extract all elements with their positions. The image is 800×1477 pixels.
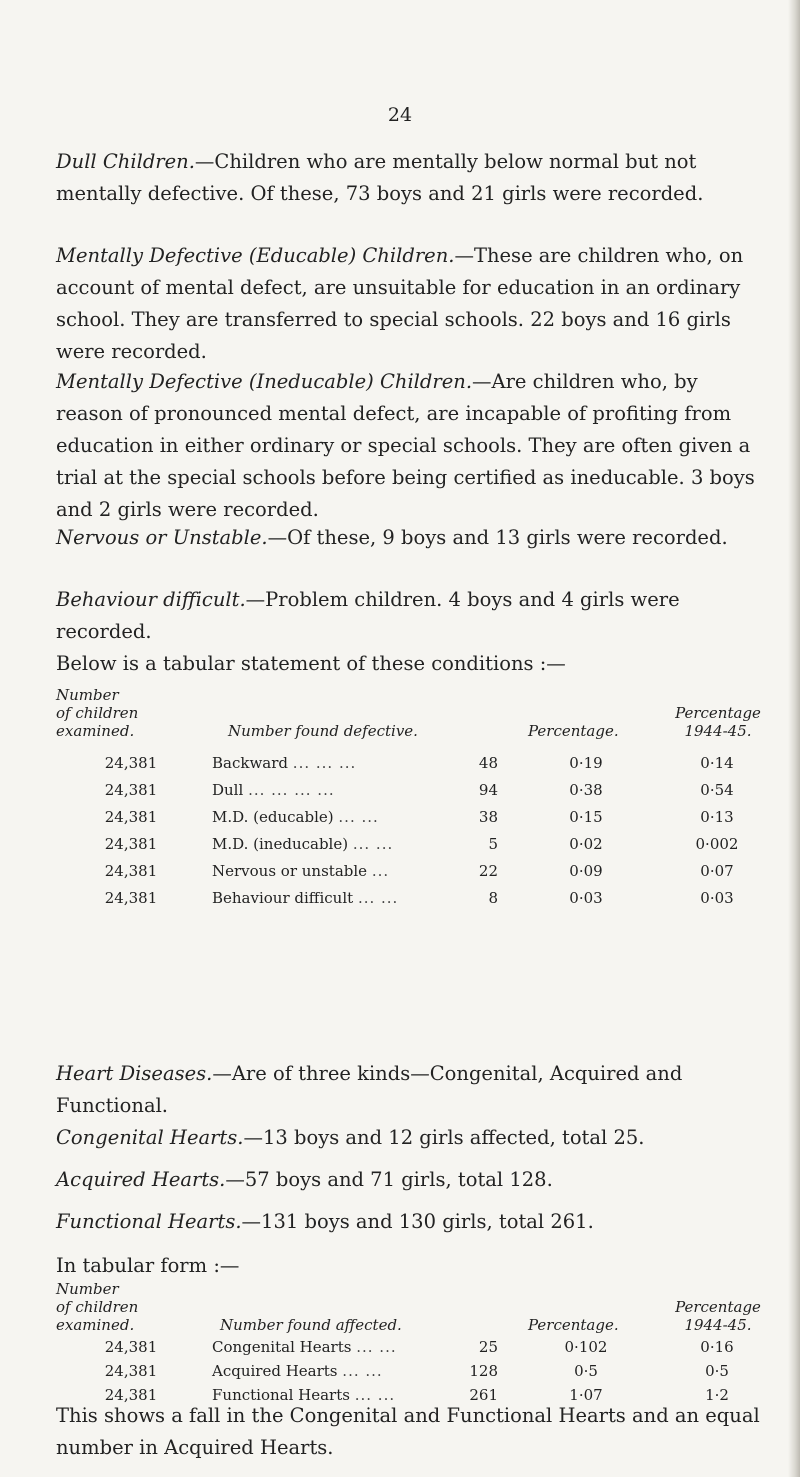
cell-number: 25 <box>478 1338 498 1356</box>
paragraph-nervous <box>56 522 768 554</box>
cell-prev-percentage: 0·54 <box>700 781 734 799</box>
paragraph-md-educable <box>56 240 768 368</box>
cell-prev-percentage: 1·2 <box>705 1386 729 1404</box>
cell-percentage: 0·09 <box>569 862 603 880</box>
cell-percentage: 0·38 <box>569 781 603 799</box>
paragraph-md-ineducable <box>56 366 768 526</box>
table-row <box>56 754 768 781</box>
cell-condition: M.D. (ineducable) ... ... <box>212 835 394 853</box>
cell-prev-percentage: 0·03 <box>700 889 734 907</box>
paragraph-text: —Are of three kinds—Congenital, Acquired and Functional. <box>56 1062 683 1117</box>
header-number-found: Number found defective. <box>228 722 418 740</box>
table-row <box>56 1362 768 1386</box>
page-number: 24 <box>387 104 413 126</box>
cell-percentage: 0·19 <box>569 754 603 772</box>
paragraph-closing <box>56 1400 768 1464</box>
paragraph-congenital-hearts <box>56 1122 768 1154</box>
paragraph-heading: Mentally Defective (Ineducable) Children. <box>56 370 473 393</box>
cell-number: 5 <box>488 835 498 853</box>
paragraph-heading: Acquired Hearts. <box>56 1168 226 1191</box>
paragraph-heart-diseases <box>56 1058 768 1122</box>
cell-condition: M.D. (educable) ... ... <box>212 808 379 826</box>
cell-number: 38 <box>478 808 498 826</box>
cell-percentage: 0·03 <box>569 889 603 907</box>
header-examined-line3: examined. <box>56 1316 135 1334</box>
cell-examined: 24,381 <box>104 754 158 772</box>
cell-percentage: 0·5 <box>574 1362 598 1380</box>
table-row <box>56 1338 768 1362</box>
paragraph-acquired-hearts <box>56 1164 768 1196</box>
header-prev-line1: Percentage <box>675 704 761 722</box>
cell-condition: Nervous or unstable ... <box>212 862 390 880</box>
header-examined-line1: Number <box>56 686 119 704</box>
cell-examined: 24,381 <box>104 1386 158 1404</box>
cell-prev-percentage: 0·002 <box>695 835 739 853</box>
paragraph-text: —Of these, 9 boys and 13 girls were recorded. <box>267 526 728 549</box>
header-prev-line1: Percentage <box>675 1298 761 1316</box>
cell-condition: Acquired Hearts ... ... <box>212 1362 383 1380</box>
cell-percentage: 0·15 <box>569 808 603 826</box>
paragraph-text: In tabular form :— <box>56 1254 240 1277</box>
paragraph-tabular-intro <box>56 1250 768 1282</box>
header-prev-line2: 1944-45. <box>684 1316 752 1334</box>
cell-prev-percentage: 0·16 <box>700 1338 734 1356</box>
cell-condition: Congenital Hearts ... ... <box>212 1338 397 1356</box>
header-number-found: Number found affected. <box>220 1316 402 1334</box>
table-row <box>56 808 768 835</box>
table-row <box>56 889 768 916</box>
header-prev-line2: 1944-45. <box>684 722 752 740</box>
header-percentage: Percentage. <box>528 1316 619 1334</box>
cell-examined: 24,381 <box>104 835 158 853</box>
cell-examined: 24,381 <box>104 889 158 907</box>
table-header <box>56 686 768 744</box>
paragraph-heading: Congenital Hearts. <box>56 1126 244 1149</box>
paragraph-text: —13 boys and 12 girls affected, total 25. <box>243 1126 645 1149</box>
cell-condition: Functional Hearts ... ... <box>212 1386 396 1404</box>
paragraph-text: —Are children who, by reason of pronounced mental defect, are incapable of profiting from education in either ordinary or special schools. They are often given a trial at the special schools before being certified as ineducable. 3 boys and 2 girls were recorded. <box>56 370 755 521</box>
paragraph-table-intro <box>56 648 768 680</box>
page-edge-shadow <box>788 0 800 1477</box>
header-percentage: Percentage. <box>528 722 619 740</box>
paragraph-heading: Behaviour difficult. <box>56 588 246 611</box>
conditions-table <box>56 686 768 916</box>
paragraph-heading: Mentally Defective (Educable) Children. <box>56 244 455 267</box>
paragraph-text: This shows a fall in the Congenital and Functional Hearts and an equal number in Acquired Hearts. <box>56 1404 760 1459</box>
cell-percentage: 1·07 <box>569 1386 603 1404</box>
header-examined-line2: of children <box>56 704 139 722</box>
paragraph-text: —Children who are mentally below normal but not mentally defective. Of these, 73 boys and 21 girls were recorded. <box>56 150 704 205</box>
cell-prev-percentage: 0·07 <box>700 862 734 880</box>
paragraph-heading: Heart Diseases. <box>56 1062 213 1085</box>
cell-examined: 24,381 <box>104 1338 158 1356</box>
table-row <box>56 835 768 862</box>
cell-condition: Backward ... ... ... <box>212 754 357 772</box>
cell-examined: 24,381 <box>104 781 158 799</box>
paragraph-heading: Nervous or Unstable. <box>56 526 268 549</box>
cell-condition: Dull ... ... ... ... <box>212 781 335 799</box>
table-row <box>56 781 768 808</box>
paragraph-text: Below is a tabular statement of these conditions :— <box>56 652 566 675</box>
cell-prev-percentage: 0·14 <box>700 754 734 772</box>
paragraph-text: —These are children who, on account of mental defect, are unsuitable for education in an ordinary school. They are transferred to special schools. 22 boys and 16 girls were recorded. <box>56 244 744 363</box>
cell-percentage: 0·102 <box>564 1338 608 1356</box>
hearts-table <box>56 1280 768 1410</box>
header-examined-line2: of children <box>56 1298 139 1316</box>
paragraph-functional-hearts <box>56 1206 768 1238</box>
cell-examined: 24,381 <box>104 862 158 880</box>
paragraph-heading: Functional Hearts. <box>56 1210 242 1233</box>
cell-number: 8 <box>488 889 498 907</box>
cell-examined: 24,381 <box>104 1362 158 1380</box>
table-row <box>56 862 768 889</box>
paragraph-text: —131 boys and 130 girls, total 261. <box>241 1210 594 1233</box>
paragraph-text: —57 boys and 71 girls, total 128. <box>225 1168 553 1191</box>
cell-percentage: 0·02 <box>569 835 603 853</box>
cell-number: 128 <box>469 1362 498 1380</box>
paragraph-behaviour <box>56 584 768 648</box>
cell-prev-percentage: 0·5 <box>705 1362 729 1380</box>
cell-number: 94 <box>478 781 498 799</box>
cell-number: 48 <box>478 754 498 772</box>
cell-number: 22 <box>478 862 498 880</box>
cell-examined: 24,381 <box>104 808 158 826</box>
paragraph-heading: Dull Children. <box>56 150 195 173</box>
paragraph-dull-children <box>56 146 768 210</box>
paragraph-text: —Problem children. 4 boys and 4 girls were recorded. <box>56 588 680 643</box>
cell-number: 261 <box>469 1386 498 1404</box>
header-examined-line3: examined. <box>56 722 135 740</box>
cell-condition: Behaviour difficult ... ... <box>212 889 399 907</box>
header-examined-line1: Number <box>56 1280 119 1298</box>
table-header <box>56 1280 768 1338</box>
cell-prev-percentage: 0·13 <box>700 808 734 826</box>
